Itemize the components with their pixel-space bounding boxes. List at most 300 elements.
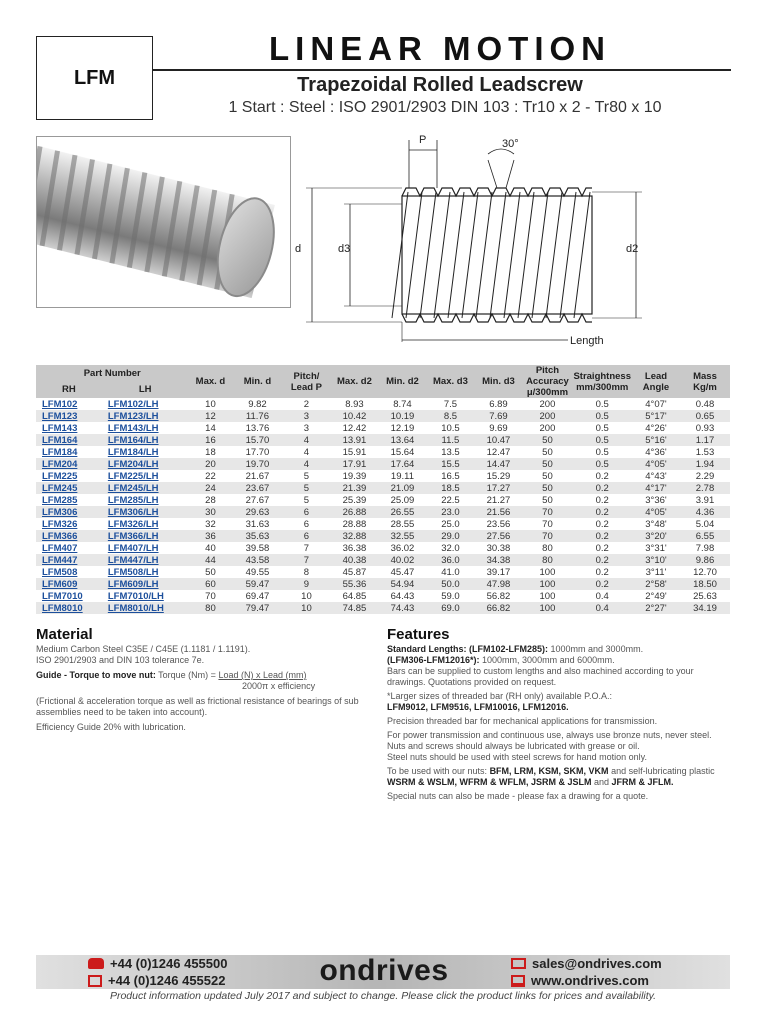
torque-guide-text: Torque (Nm) =: [155, 670, 219, 680]
compatible-nuts: To be used with our nuts: BFM, LRM, KSM, SKM, VKM and self-lubricating plastic WSRM & WSLM, WFRM & WFLM, JSRM & JSLM and JFRM & JFLM.: [387, 766, 715, 787]
part-link-lh[interactable]: [102, 566, 189, 578]
title-divider: [153, 69, 731, 71]
table-row: [36, 398, 730, 410]
part-link-lh[interactable]: [102, 398, 189, 410]
spec-table-body: [36, 398, 730, 614]
table-row: [36, 458, 730, 470]
table-cell: 36.0: [426, 554, 474, 566]
table-cell: 59.0: [426, 590, 474, 602]
standard-lengths-2: (LFM306-LFM12016*): 1000mm, 3000mm and 6000mm.: [387, 655, 615, 665]
table-cell: 17.70: [232, 446, 282, 458]
table-cell: 5°17': [632, 410, 680, 422]
lubricate-note: Nuts and screws should always be lubricated with grease or oil.: [387, 741, 640, 751]
table-cell: 32.0: [426, 542, 474, 554]
table-cell: 19.70: [232, 458, 282, 470]
part-link-lh[interactable]: [102, 410, 189, 422]
table-cell: 13.5: [426, 446, 474, 458]
page-subtitle: Trapezoidal Rolled Leadscrew: [297, 74, 583, 96]
torque-numerator: Load (N) x Lead (mm): [218, 670, 307, 680]
part-link-lh[interactable]: [102, 590, 189, 602]
rh-part-link[interactable]: LFM164: [42, 434, 78, 446]
part-link-rh[interactable]: [36, 602, 102, 614]
part-link-lh[interactable]: [102, 470, 189, 482]
rh-part-link[interactable]: LFM184: [42, 446, 78, 458]
table-cell: 0.2: [572, 470, 632, 482]
rh-part-link[interactable]: LFM609: [42, 578, 78, 590]
lh-part-link[interactable]: LFM8010/LH: [107, 602, 164, 614]
th-lh: LH: [102, 382, 189, 399]
table-cell: 17.91: [330, 458, 378, 470]
lh-part-link[interactable]: LFM123/LH: [107, 410, 159, 422]
table-cell: 0.2: [572, 530, 632, 542]
table-cell: 50: [522, 434, 572, 446]
table-cell: 74.43: [378, 602, 426, 614]
part-link-lh[interactable]: [102, 458, 189, 470]
lh-part-link[interactable]: LFM407/LH: [107, 542, 159, 554]
rh-part-link[interactable]: LFM447: [42, 554, 78, 566]
table-cell: 7: [282, 554, 330, 566]
footer-bar: [36, 955, 730, 989]
lh-part-link[interactable]: LFM143/LH: [107, 422, 159, 434]
fax-icon: [88, 975, 102, 987]
footer-web-link[interactable]: www.ondrives.com: [511, 973, 649, 988]
part-link-rh[interactable]: [36, 518, 102, 530]
th-max-d2: Max. d2: [330, 365, 378, 398]
table-cell: 14: [188, 422, 232, 434]
label-d2: d2: [626, 243, 639, 255]
table-cell: 13.64: [378, 434, 426, 446]
table-row: [36, 506, 730, 518]
part-link-rh[interactable]: [36, 434, 102, 446]
table-cell: 12.19: [378, 422, 426, 434]
table-cell: 43.58: [232, 554, 282, 566]
table-cell: 50: [188, 566, 232, 578]
table-cell: 4°07': [632, 398, 680, 410]
part-link-lh[interactable]: [102, 422, 189, 434]
table-cell: 40.38: [330, 554, 378, 566]
table-cell: 4: [282, 458, 330, 470]
table-cell: 23.67: [232, 482, 282, 494]
table-cell: 2.78: [680, 482, 730, 494]
part-link-rh[interactable]: [36, 410, 102, 422]
table-cell: 4: [282, 434, 330, 446]
table-cell: 0.2: [572, 494, 632, 506]
table-cell: 0.65: [680, 410, 730, 422]
table-cell: 50: [522, 470, 572, 482]
table-cell: 0.2: [572, 506, 632, 518]
table-cell: 80: [522, 542, 572, 554]
table-cell: 10.5: [426, 422, 474, 434]
thread-top-profile: [402, 188, 592, 196]
part-link-lh[interactable]: [102, 434, 189, 446]
spec-table: [36, 365, 730, 614]
table-row: [36, 494, 730, 506]
table-cell: 7.98: [680, 542, 730, 554]
table-cell: 66.82: [474, 602, 522, 614]
table-cell: 39.58: [232, 542, 282, 554]
table-cell: 10: [282, 590, 330, 602]
table-cell: 54.94: [378, 578, 426, 590]
larger-sizes-parts: LFM9012, LFM9516, LFM10016, LFM12016.: [387, 702, 569, 712]
table-cell: 21.27: [474, 494, 522, 506]
table-cell: 70: [522, 518, 572, 530]
rh-part-link[interactable]: LFM326: [42, 518, 78, 530]
table-cell: 100: [522, 590, 572, 602]
table-cell: 10.42: [330, 410, 378, 422]
table-row: [36, 578, 730, 590]
table-cell: 50.0: [426, 578, 474, 590]
table-cell: 28.88: [330, 518, 378, 530]
table-cell: 74.85: [330, 602, 378, 614]
table-cell: 24: [188, 482, 232, 494]
rh-part-link[interactable]: LFM204: [42, 458, 78, 470]
table-cell: 7.69: [474, 410, 522, 422]
table-cell: 26.88: [330, 506, 378, 518]
table-cell: 200: [522, 422, 572, 434]
table-cell: 12.42: [330, 422, 378, 434]
lh-part-link[interactable]: LFM285/LH: [107, 494, 159, 506]
part-link-lh[interactable]: [102, 494, 189, 506]
table-cell: 4.36: [680, 506, 730, 518]
table-cell: 5: [282, 482, 330, 494]
lh-part-link[interactable]: LFM508/LH: [107, 566, 159, 578]
table-cell: 34.19: [680, 602, 730, 614]
table-cell: 28.55: [378, 518, 426, 530]
th-mass: Mass Kg/m: [680, 365, 730, 398]
table-cell: 30: [188, 506, 232, 518]
lh-part-link[interactable]: LFM7010/LH: [107, 590, 164, 602]
part-link-rh[interactable]: [36, 590, 102, 602]
table-cell: 1.53: [680, 446, 730, 458]
table-cell: 0.2: [572, 566, 632, 578]
table-cell: 3: [282, 410, 330, 422]
torque-guide: [36, 670, 376, 681]
table-cell: 4°26': [632, 422, 680, 434]
rh-part-link[interactable]: LFM306: [42, 506, 78, 518]
table-cell: 12.47: [474, 446, 522, 458]
table-cell: 29.63: [232, 506, 282, 518]
rh-part-link[interactable]: LFM407: [42, 542, 78, 554]
table-cell: 8.93: [330, 398, 378, 410]
th-straightness: Straightness mm/300mm: [572, 365, 632, 398]
rh-part-link[interactable]: LFM245: [42, 482, 78, 494]
table-cell: 27.67: [232, 494, 282, 506]
table-cell: 10.19: [378, 410, 426, 422]
table-cell: 7: [282, 542, 330, 554]
table-cell: 4°17': [632, 482, 680, 494]
lh-part-link[interactable]: LFM447/LH: [107, 554, 159, 566]
table-cell: 0.5: [572, 422, 632, 434]
table-cell: 15.91: [330, 446, 378, 458]
table-cell: 1.94: [680, 458, 730, 470]
email-icon: [511, 958, 526, 969]
table-cell: 36.02: [378, 542, 426, 554]
table-cell: 40.02: [378, 554, 426, 566]
table-cell: 50: [522, 482, 572, 494]
part-link-rh[interactable]: [36, 494, 102, 506]
th-min-d2: Min. d2: [378, 365, 426, 398]
rh-part-link[interactable]: LFM366: [42, 530, 78, 542]
table-cell: 2: [282, 398, 330, 410]
table-cell: 23.56: [474, 518, 522, 530]
table-cell: 70: [522, 530, 572, 542]
product-code-box: [36, 36, 153, 120]
table-row: [36, 542, 730, 554]
table-cell: 10: [188, 398, 232, 410]
part-link-lh[interactable]: [102, 578, 189, 590]
thread-diagram: [292, 130, 642, 355]
table-cell: 79.47: [232, 602, 282, 614]
table-cell: 32: [188, 518, 232, 530]
leadscrew-photo-illustration: [37, 137, 291, 308]
table-cell: 12: [188, 410, 232, 422]
part-link-rh[interactable]: [36, 506, 102, 518]
table-cell: 6.55: [680, 530, 730, 542]
part-link-lh[interactable]: [102, 446, 189, 458]
label-angle: 30°: [502, 138, 519, 150]
table-cell: 11.5: [426, 434, 474, 446]
material-line-1: Medium Carbon Steel C35E / C45E (1.1181 / 1.1191).: [36, 644, 251, 654]
brand-logo: ondrives: [319, 954, 449, 987]
table-cell: 10.47: [474, 434, 522, 446]
table-cell: 3.91: [680, 494, 730, 506]
table-cell: 13.76: [232, 422, 282, 434]
table-cell: 2°58': [632, 578, 680, 590]
table-row: [36, 410, 730, 422]
table-cell: 13.91: [330, 434, 378, 446]
lh-part-link[interactable]: LFM164/LH: [107, 434, 159, 446]
part-link-rh[interactable]: [36, 446, 102, 458]
thread-body: [402, 196, 592, 314]
table-cell: 5: [282, 470, 330, 482]
thread-bottom-profile: [402, 314, 592, 322]
table-cell: 28: [188, 494, 232, 506]
table-cell: 3°36': [632, 494, 680, 506]
phone-icon: [88, 958, 104, 969]
table-cell: 49.55: [232, 566, 282, 578]
efficiency-note: Efficiency Guide 20% with lubrication.: [36, 722, 186, 732]
table-cell: 45.47: [378, 566, 426, 578]
table-cell: 4°05': [632, 506, 680, 518]
th-min-d3: Min. d3: [474, 365, 522, 398]
table-cell: 3°11': [632, 566, 680, 578]
table-row: [36, 446, 730, 458]
table-cell: 16.5: [426, 470, 474, 482]
lh-part-link[interactable]: LFM245/LH: [107, 482, 159, 494]
table-cell: 3°48': [632, 518, 680, 530]
lh-part-link[interactable]: LFM366/LH: [107, 530, 159, 542]
table-cell: 39.17: [474, 566, 522, 578]
footer-email-link[interactable]: sales@ondrives.com: [511, 956, 662, 971]
part-link-rh[interactable]: [36, 458, 102, 470]
table-cell: 40: [188, 542, 232, 554]
th-max-d3: Max. d3: [426, 365, 474, 398]
table-cell: 17.27: [474, 482, 522, 494]
table-row: [36, 422, 730, 434]
table-cell: 0.93: [680, 422, 730, 434]
part-link-lh[interactable]: [102, 602, 189, 614]
table-cell: 0.2: [572, 554, 632, 566]
part-link-rh[interactable]: [36, 482, 102, 494]
part-link-rh[interactable]: [36, 470, 102, 482]
rh-part-link[interactable]: LFM7010: [42, 590, 83, 602]
table-row: [36, 602, 730, 614]
table-cell: 60: [188, 578, 232, 590]
table-cell: 70: [522, 506, 572, 518]
table-cell: 18.5: [426, 482, 474, 494]
table-cell: 69.0: [426, 602, 474, 614]
part-link-rh[interactable]: [36, 398, 102, 410]
rh-part-link[interactable]: LFM123: [42, 410, 78, 422]
table-cell: 0.5: [572, 434, 632, 446]
lh-part-link[interactable]: LFM184/LH: [107, 446, 159, 458]
table-row: [36, 470, 730, 482]
table-cell: 100: [522, 602, 572, 614]
table-cell: 64.85: [330, 590, 378, 602]
part-link-lh[interactable]: [102, 554, 189, 566]
table-cell: 3°20': [632, 530, 680, 542]
table-cell: 7.5: [426, 398, 474, 410]
table-cell: 25.39: [330, 494, 378, 506]
table-cell: 6: [282, 530, 330, 542]
table-cell: 21.56: [474, 506, 522, 518]
table-cell: 59.47: [232, 578, 282, 590]
page-title: LINEAR MOTION: [269, 30, 611, 67]
rh-part-link[interactable]: LFM143: [42, 422, 78, 434]
table-cell: 4: [282, 446, 330, 458]
rh-part-link[interactable]: LFM225: [42, 470, 78, 482]
part-link-lh[interactable]: [102, 542, 189, 554]
table-cell: 44: [188, 554, 232, 566]
part-link-rh[interactable]: [36, 422, 102, 434]
footer-note: Product information updated July 2017 and subject to change. Please click the product links for prices and availability.: [109, 990, 657, 1002]
table-cell: 8.74: [378, 398, 426, 410]
table-row: [36, 482, 730, 494]
part-link-rh[interactable]: [36, 554, 102, 566]
table-cell: 36: [188, 530, 232, 542]
table-cell: 100: [522, 578, 572, 590]
footer-phone[interactable]: +44 (0)1246 455500: [88, 956, 227, 971]
part-link-lh[interactable]: [102, 530, 189, 542]
rh-part-link[interactable]: LFM102: [42, 398, 78, 410]
table-cell: 100: [522, 566, 572, 578]
part-link-rh[interactable]: [36, 530, 102, 542]
table-cell: 32.88: [330, 530, 378, 542]
th-max-d: Max. d: [188, 365, 232, 398]
part-link-rh[interactable]: [36, 542, 102, 554]
precision-note: Precision threaded bar for mechanical applications for transmission.: [387, 716, 658, 726]
lh-part-link[interactable]: LFM204/LH: [107, 458, 159, 470]
part-link-rh[interactable]: [36, 578, 102, 590]
table-cell: 50: [522, 494, 572, 506]
material-heading: Material: [36, 626, 93, 643]
table-cell: 70: [188, 590, 232, 602]
table-cell: 30.38: [474, 542, 522, 554]
label-length: Length: [570, 335, 604, 347]
table-cell: 14.47: [474, 458, 522, 470]
table-cell: 47.98: [474, 578, 522, 590]
steel-nuts-note: Steel nuts should be used with steel screws for hand motion only.: [387, 752, 647, 762]
spec-line: 1 Start : Steel : ISO 2901/2903 DIN 103 : Tr10 x 2 - Tr80 x 10: [228, 99, 662, 116]
table-row: [36, 434, 730, 446]
table-cell: 2°27': [632, 602, 680, 614]
table-cell: 12.70: [680, 566, 730, 578]
rh-part-link[interactable]: LFM8010: [42, 602, 83, 614]
table-cell: 0.5: [572, 446, 632, 458]
table-cell: 15.29: [474, 470, 522, 482]
web-icon: [511, 975, 525, 987]
table-cell: 55.36: [330, 578, 378, 590]
table-cell: 2.29: [680, 470, 730, 482]
material-section: [36, 626, 376, 733]
table-row: [36, 566, 730, 578]
table-cell: 19.11: [378, 470, 426, 482]
table-cell: 9.69: [474, 422, 522, 434]
table-cell: 5: [282, 494, 330, 506]
table-cell: 21.67: [232, 470, 282, 482]
table-cell: 1.17: [680, 434, 730, 446]
table-cell: 19.39: [330, 470, 378, 482]
friction-note: (Frictional & acceleration torque as well as frictional resistance of bearings of sub assemblies need to be taken into account).: [36, 696, 359, 717]
rh-part-link[interactable]: LFM285: [42, 494, 78, 506]
table-cell: 3°31': [632, 542, 680, 554]
table-row: [36, 554, 730, 566]
table-cell: 6: [282, 518, 330, 530]
table-cell: 25.0: [426, 518, 474, 530]
lh-part-link[interactable]: LFM326/LH: [107, 518, 159, 530]
part-link-lh[interactable]: [102, 482, 189, 494]
table-cell: 18.50: [680, 578, 730, 590]
label-p: P: [419, 134, 427, 146]
table-cell: 35.63: [232, 530, 282, 542]
lh-part-link[interactable]: LFM306/LH: [107, 506, 159, 518]
table-cell: 34.38: [474, 554, 522, 566]
table-cell: 31.63: [232, 518, 282, 530]
table-cell: 21.09: [378, 482, 426, 494]
lh-part-link[interactable]: LFM609/LH: [107, 578, 159, 590]
part-link-lh[interactable]: [102, 506, 189, 518]
table-cell: 20: [188, 458, 232, 470]
table-cell: 50: [522, 458, 572, 470]
part-link-rh[interactable]: [36, 566, 102, 578]
table-cell: 0.4: [572, 590, 632, 602]
table-cell: 3°10': [632, 554, 680, 566]
footer-fax[interactable]: +44 (0)1246 455522: [88, 973, 225, 988]
table-cell: 80: [188, 602, 232, 614]
rh-part-link[interactable]: LFM508: [42, 566, 78, 578]
lh-part-link[interactable]: LFM225/LH: [107, 470, 159, 482]
product-code: LFM: [73, 66, 116, 89]
label-d: d: [295, 243, 302, 255]
table-cell: 0.2: [572, 578, 632, 590]
part-link-lh[interactable]: [102, 518, 189, 530]
th-min-d: Min. d: [232, 365, 282, 398]
table-cell: 0.48: [680, 398, 730, 410]
table-cell: 16: [188, 434, 232, 446]
th-rh: RH: [36, 382, 102, 399]
table-cell: 15.64: [378, 446, 426, 458]
th-pitch-accuracy: Pitch Accuracy μ/300mm: [522, 365, 572, 398]
table-cell: 0.5: [572, 398, 632, 410]
table-cell: 21.39: [330, 482, 378, 494]
table-cell: 56.82: [474, 590, 522, 602]
lh-part-link[interactable]: LFM102/LH: [107, 398, 159, 410]
table-cell: 45.87: [330, 566, 378, 578]
table-cell: 36.38: [330, 542, 378, 554]
table-cell: 9: [282, 578, 330, 590]
torque-denominator: 2000π x efficiency: [242, 681, 316, 691]
table-cell: 9.86: [680, 554, 730, 566]
